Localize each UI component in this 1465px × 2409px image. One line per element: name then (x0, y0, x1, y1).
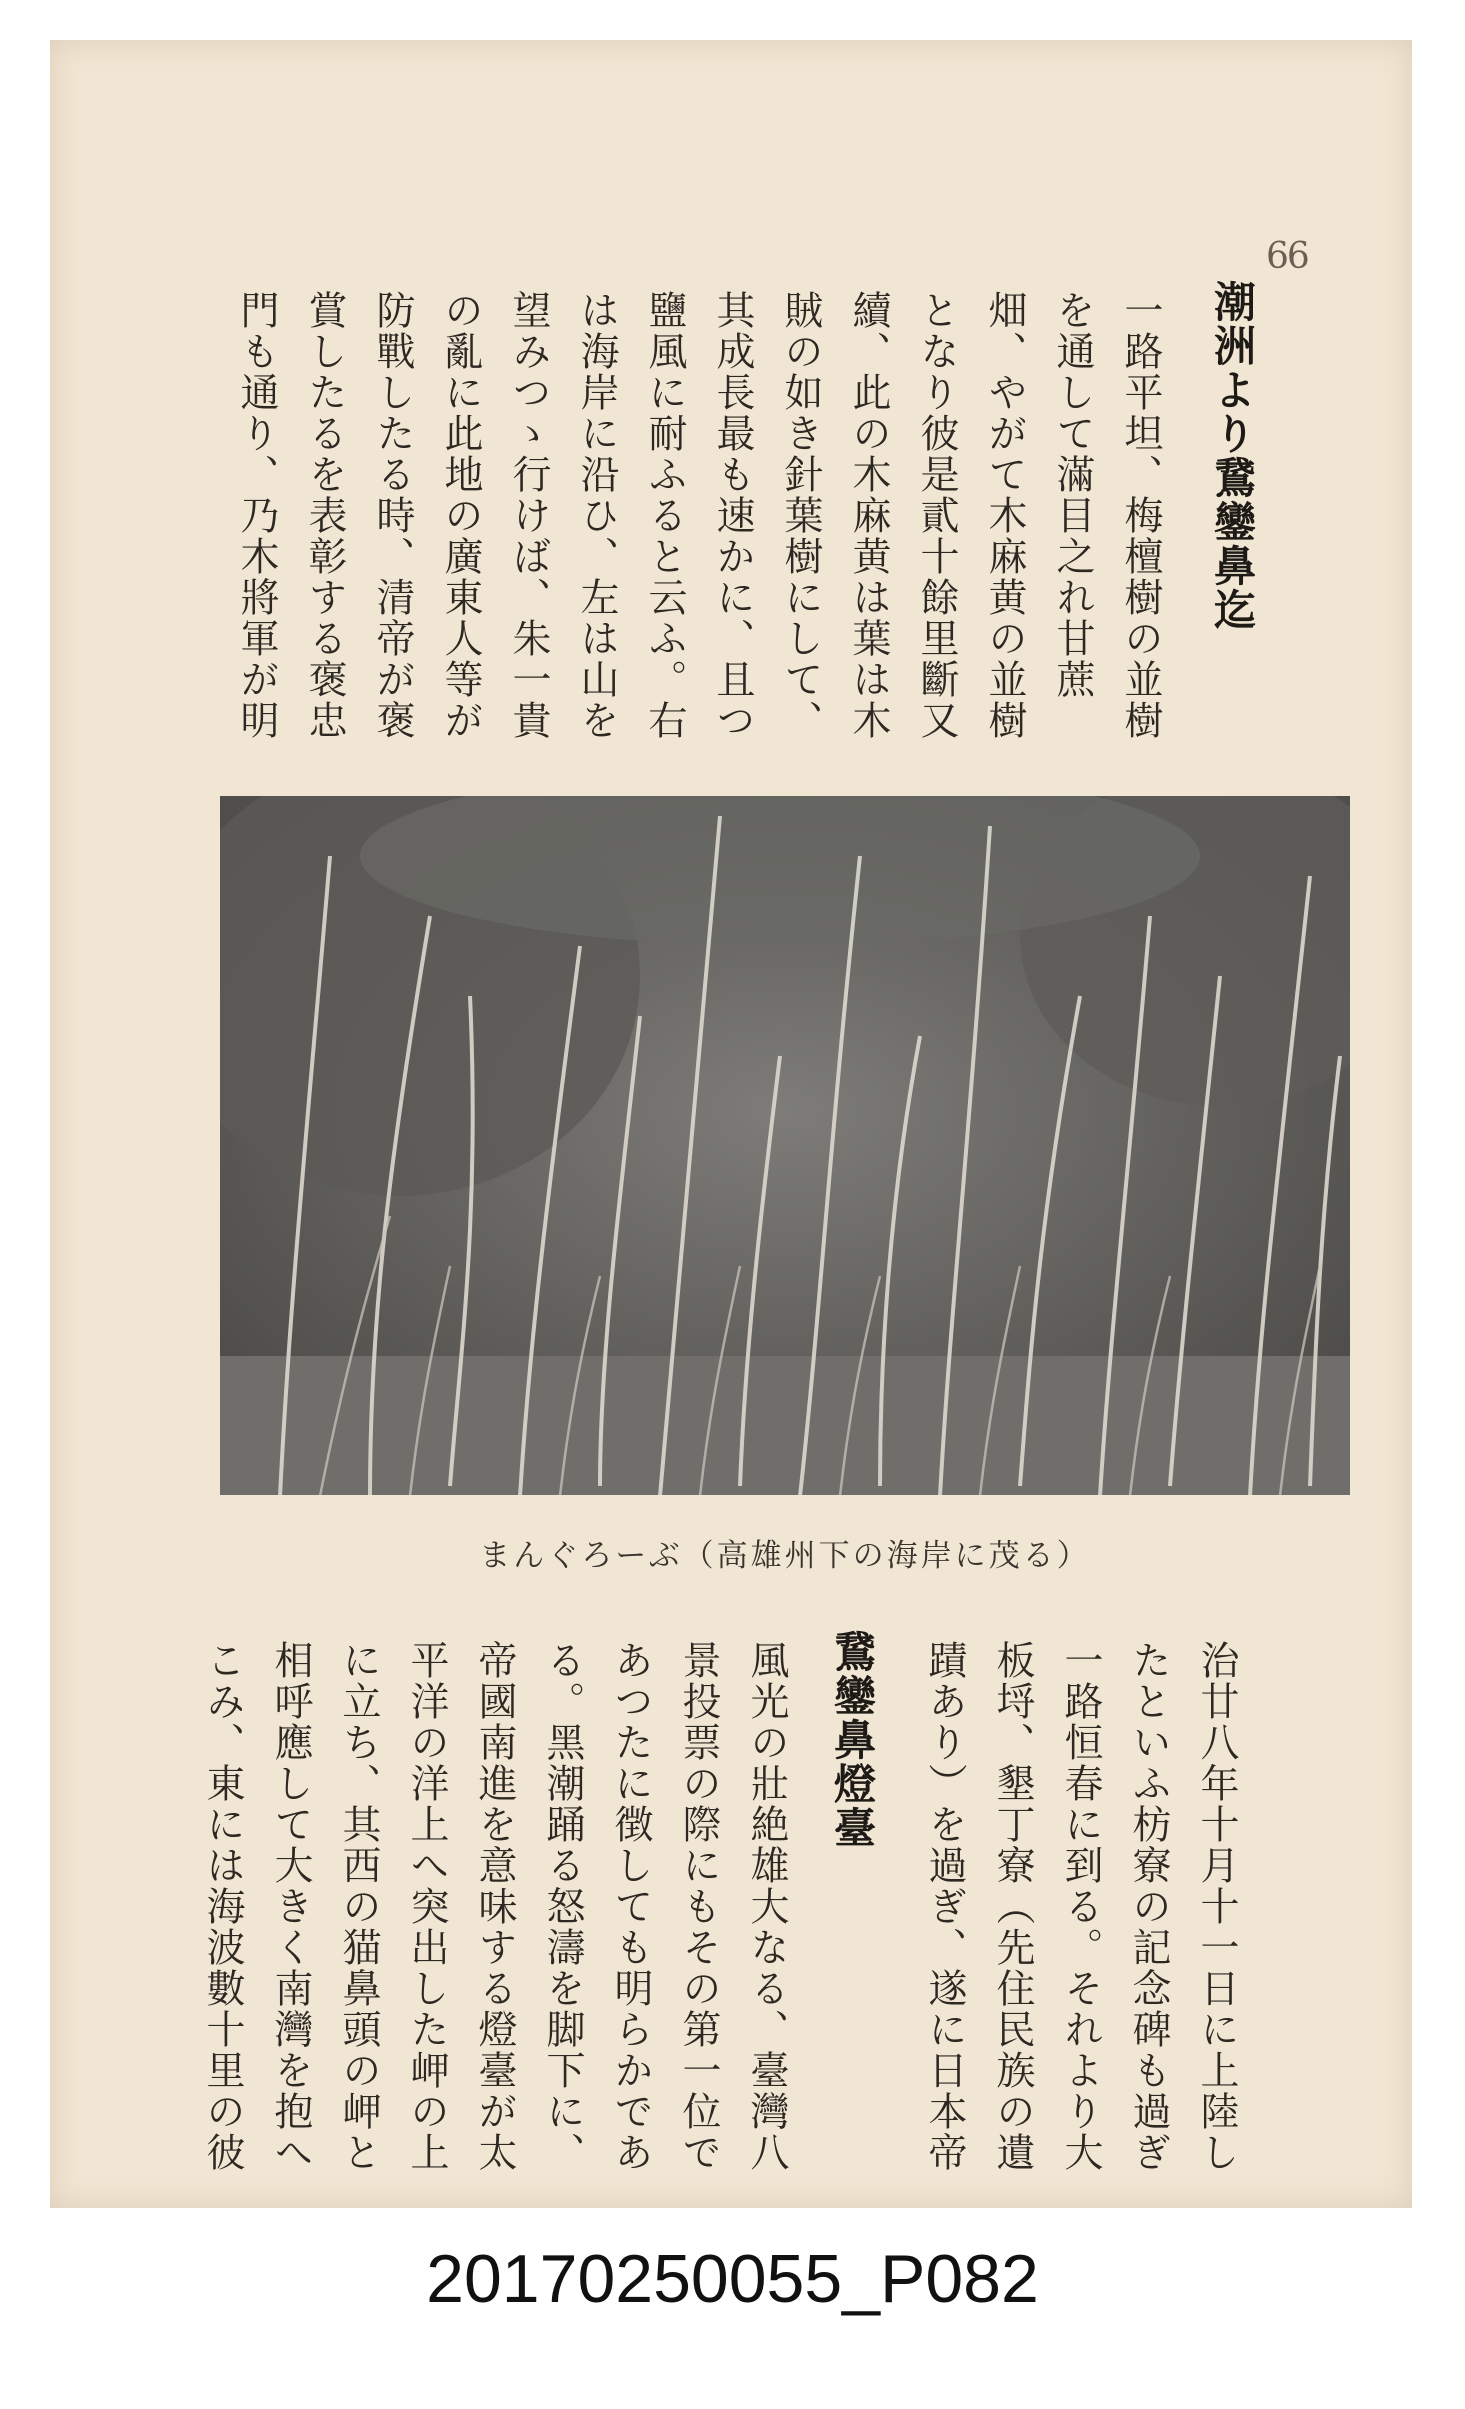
archive-id: 20170250055_P082 (426, 2241, 1039, 2317)
section1-continuation (920, 1640, 1250, 2200)
section-heading-chaozhou (1200, 280, 1262, 760)
section2-paragraph: 風光の壯絶雄大なる、臺灣八景投票の際にもその第一位であつたに徴しても明らかである。黑潮踊る怒濤を脚下に、帝國南進を意味する燈臺が太平洋の洋上へ突出した岬の上に立ち、其西の猫鼻頭の岬と相呼應して大きく南灣を抱へこみ、東には海波數十里の彼 (200, 1640, 789, 2173)
section1-body-upper (202, 290, 1174, 762)
heading-text: 潮洲より鵞鑾鼻迄 (1208, 280, 1257, 632)
section2-body (190, 1640, 800, 2200)
page-number: 66 (1266, 236, 1308, 277)
mangrove-photo (220, 796, 1350, 1495)
section1-continuation-text: 治廿八年十月十一日に上陸したといふ枋寮の記念碑も過ぎ一路恒春に到る。それより大板埒、墾丁寮（先住民族の遺蹟あり）を過ぎ、遂に日本帝 (922, 1640, 1239, 2173)
section1-paragraph: 一路平坦、梅檀樹の並樹を通して滿目之れ甘蔗畑、やがて木麻黄の並樹となり彼是貳十餘里斷又續、此の木麻黄は葉は木賊の如き針葉樹にして、其成長最も速かに、且つ鹽風に耐ふると云ふ。右は海岸に沿ひ、左は山を望みつゝ行けば、朱一貴の亂に此地の廣東人等が防戰したる時、清帝が褒賞したるを表彰する褒忠門も通り、乃木將軍が明 (234, 290, 1163, 741)
section-heading-lighthouse (820, 1630, 882, 1950)
book-page (50, 40, 1412, 2208)
mangrove-illustration (220, 796, 1350, 1495)
heading-text-lighthouse: 鵞鑾鼻燈臺 (828, 1630, 877, 1850)
photo-caption: まんぐろーぶ（高雄州下の海岸に茂る） (479, 1538, 1091, 1574)
